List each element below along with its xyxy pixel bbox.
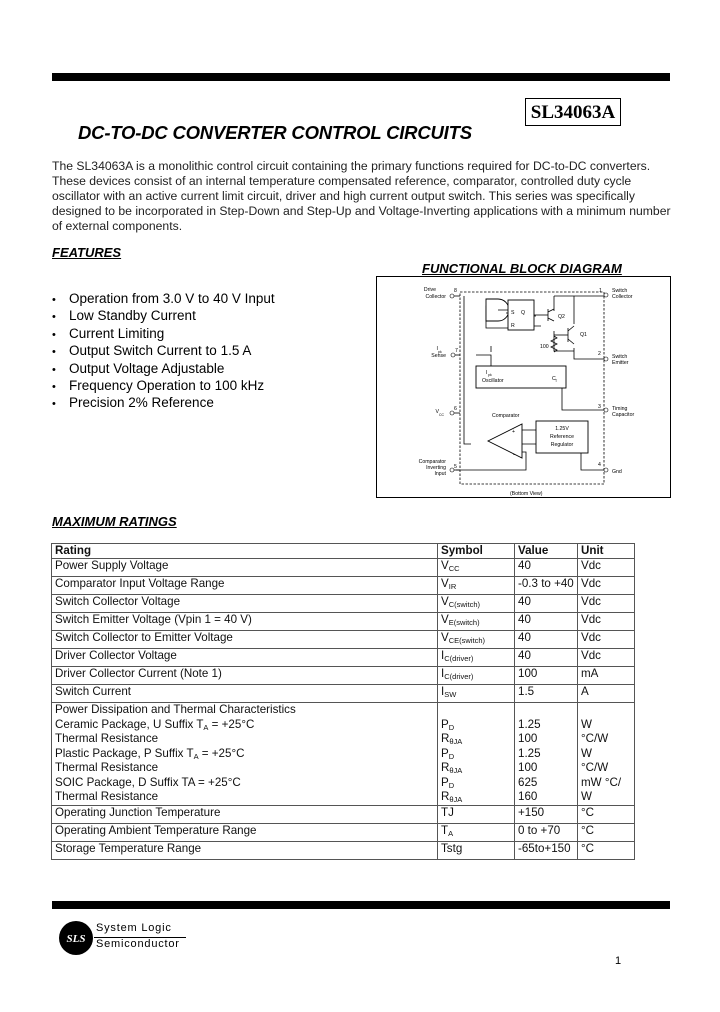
osc-label: Oscillator xyxy=(482,378,504,384)
pin2-label-b: Emitter xyxy=(612,360,629,366)
comparator xyxy=(488,424,522,458)
list-item xyxy=(52,378,275,395)
cell-rating: Operating Ambient Temperature Range xyxy=(52,823,438,841)
q1-label: Q1 xyxy=(580,332,587,338)
osc-ct-sub: T xyxy=(555,379,558,383)
sym: V xyxy=(441,631,449,645)
cell-unit: Vdc xyxy=(578,577,635,595)
pin5-label-c: Input xyxy=(434,471,446,477)
part-number-box: SL34063A xyxy=(525,98,621,126)
power-line: SOIC Package, D Suffix TA = +25°C xyxy=(55,775,241,789)
transistor-q2 xyxy=(534,309,554,321)
cell-symbol xyxy=(438,559,515,577)
pin3 xyxy=(604,408,608,412)
table-row xyxy=(52,613,635,631)
power-line: Thermal Resistance xyxy=(55,761,159,775)
pin2 xyxy=(604,357,608,361)
table-row-power xyxy=(52,703,635,806)
feature-text: Frequency Operation to 100 kHz xyxy=(69,378,265,394)
table-row xyxy=(52,823,635,841)
view-label: (Bottom View) xyxy=(510,491,543,497)
bullet: • xyxy=(52,294,56,306)
cell-value: 40 xyxy=(515,559,578,577)
list-item xyxy=(52,326,275,343)
pin4-num: 4 xyxy=(598,462,601,468)
features-heading: FEATURES xyxy=(52,245,122,260)
pin6-num: 6 xyxy=(454,406,457,412)
page-number: 1 xyxy=(615,955,622,967)
col-unit: Unit xyxy=(578,544,635,559)
feature-text: Low Standby Current xyxy=(69,308,196,324)
cell-rating: Switch Collector to Emitter Voltage xyxy=(52,631,438,649)
pin4-label: Gnd xyxy=(612,469,622,475)
cell-rating: Power Supply Voltage xyxy=(52,559,438,577)
pin1-label-b: Collector xyxy=(612,294,633,300)
table-row xyxy=(52,559,635,577)
ref-1: 1.25V xyxy=(555,426,569,432)
pin7-num: 7 xyxy=(455,348,458,354)
feature-text: Output Voltage Adjustable xyxy=(69,360,225,376)
cell-rating: Operating Junction Temperature xyxy=(52,805,438,823)
list-item xyxy=(52,395,275,412)
pin3-label-a: Timing xyxy=(612,406,628,412)
pin8-label-a: Drive xyxy=(423,287,436,293)
pin3-label-b: Capacitor xyxy=(612,412,635,418)
pin2-label-a: Switch xyxy=(612,354,628,360)
pin2-num: 2 xyxy=(598,351,601,357)
pin1 xyxy=(604,293,608,297)
sym: V xyxy=(441,595,449,609)
cell-value: 1.25 100 1.25 100 625 160 xyxy=(515,703,578,806)
feature-text: Precision 2% Reference xyxy=(69,395,214,411)
bullet: • xyxy=(52,398,56,411)
feature-text: Operation from 3.0 V to 40 V Input xyxy=(69,291,275,306)
table-row xyxy=(52,841,635,859)
osc-ipk: I xyxy=(486,370,488,376)
cell-unit: Vdc xyxy=(578,631,635,649)
table-row xyxy=(52,649,635,667)
sym-sub: C(driver) xyxy=(444,654,474,664)
top-rule xyxy=(52,73,670,81)
cell-rating: Driver Collector Current (Note 1) xyxy=(52,667,438,685)
latch-r: R xyxy=(511,323,515,329)
cell-rating xyxy=(52,703,438,806)
table-row xyxy=(52,667,635,685)
sym-sub: C(driver) xyxy=(444,672,474,682)
pin1-num: 1 xyxy=(599,288,602,294)
comp-minus: - xyxy=(513,452,515,458)
sym-sub: IR xyxy=(448,582,457,592)
sym-sub: CC xyxy=(448,564,460,574)
cell-unit: Vdc xyxy=(578,595,635,613)
pin5-label-b: Inverting xyxy=(426,465,446,471)
cell-unit: °C xyxy=(578,805,635,823)
cell-unit: Vdc xyxy=(578,649,635,667)
company-name-line1: System Logic xyxy=(96,922,172,934)
bullet: • xyxy=(52,381,56,394)
table-row xyxy=(52,685,635,703)
cell-value: -65to+150 xyxy=(515,841,578,859)
cell-unit: W °C/W W °C/W mW °C/ W xyxy=(578,703,635,806)
company-name-line2: Semiconductor xyxy=(96,938,180,950)
cell-unit: A xyxy=(578,685,635,703)
sym: V xyxy=(441,559,449,573)
table-row xyxy=(52,631,635,649)
features-list xyxy=(52,291,275,413)
feature-text: Output Switch Current to 1.5 A xyxy=(69,343,252,359)
list-item xyxy=(52,343,275,360)
comparator-label: Comparator xyxy=(492,413,520,419)
sym: I xyxy=(441,649,445,663)
pin6-label-sub: CC xyxy=(439,413,445,417)
company-logo xyxy=(58,920,94,956)
power-line: Plastic Package, P Suffix $T_A = +25^\circ C$ xyxy=(55,746,245,761)
osc-ipk-sub: pk xyxy=(488,373,492,377)
cell-symbol: $P_D$ $R_{\theta JA}$ $P_D$ $R_{\theta JA}$ $P_D$ $R_{\theta JA}$ xyxy=(438,703,515,806)
sym: I xyxy=(441,685,445,699)
pin5-label-a: Comparator xyxy=(418,459,446,465)
pin1-label-a: Switch xyxy=(612,288,628,294)
cell-unit: Vdc xyxy=(578,559,635,577)
table-row xyxy=(52,805,635,823)
cell-value: -0.3 to +40 xyxy=(515,577,578,595)
bullet: • xyxy=(52,363,56,376)
cell-symbol: Tstg xyxy=(438,841,515,859)
cell-value: 40 xyxy=(515,631,578,649)
pin6 xyxy=(450,411,454,415)
q2-label: Q2 xyxy=(558,314,565,320)
resistor-label: 100 xyxy=(540,344,549,350)
cell-rating: Comparator Input Voltage Range xyxy=(52,577,438,595)
feature-text: Current Limiting xyxy=(69,325,165,341)
cell-symbol: TJ xyxy=(438,805,515,823)
cell-value: 40 xyxy=(515,595,578,613)
cell-unit: mA xyxy=(578,667,635,685)
cell-rating: Driver Collector Voltage xyxy=(52,649,438,667)
cell-symbol xyxy=(438,577,515,595)
pin7-label-sub: pk xyxy=(438,350,442,354)
bullet: • xyxy=(52,328,56,341)
block-diagram xyxy=(376,276,671,498)
cell-symbol xyxy=(438,685,515,703)
pin7 xyxy=(451,353,455,357)
intro-paragraph: The SL34063A is a monolithic control circuit containing the primary functions required for DC-to-DC converters. These devices consist of an internal temperature compensated reference, comparator, controlled duty cycle oscillator with an active current limit circuit, driver and high current output switch. This series was specifically designed to be incorporated in Step-Down and Step-Up and Voltage-Inverting applications with a minimum number of external components. xyxy=(52,159,671,233)
cell-value: +150 xyxy=(515,805,578,823)
ratings-heading: MAXIMUM RATINGS xyxy=(52,514,177,529)
diagram-heading: FUNCTIONAL BLOCK DIAGRAM xyxy=(422,261,622,276)
pin8-label-b: Collector xyxy=(425,294,446,300)
bullet: • xyxy=(52,311,56,324)
power-line: Thermal Resistance xyxy=(55,732,159,746)
pin3-num: 3 xyxy=(598,404,601,410)
pin5-num: 5 xyxy=(454,464,457,470)
list-item xyxy=(52,291,275,308)
cell-value: 0 to +70 xyxy=(515,823,578,841)
cell-value: 40 xyxy=(515,649,578,667)
power-line: Thermal Resistance xyxy=(55,790,159,804)
sym: I xyxy=(441,667,445,681)
table-row xyxy=(52,595,635,613)
cell-symbol xyxy=(438,649,515,667)
ref-3: Regulator xyxy=(550,442,574,448)
cell-symbol xyxy=(438,631,515,649)
sym-sub: E(switch) xyxy=(448,618,480,628)
sym-sub: SW xyxy=(444,690,457,700)
cell-unit: °C xyxy=(578,823,635,841)
cell-symbol xyxy=(438,613,515,631)
table-header-row xyxy=(52,544,635,559)
pin5 xyxy=(450,468,454,472)
osc-ct: C xyxy=(552,376,556,382)
cell-value: 1.5 xyxy=(515,685,578,703)
sym-sub: CE(switch) xyxy=(448,636,485,646)
cell-rating: Switch Collector Voltage xyxy=(52,595,438,613)
list-item xyxy=(52,361,275,378)
power-heading: Power Dissipation and Thermal Characteristics xyxy=(55,703,296,717)
ref-2: Reference xyxy=(550,434,574,440)
cell-value: 100 xyxy=(515,667,578,685)
pin8-num: 8 xyxy=(454,288,457,294)
bottom-rule xyxy=(52,901,670,909)
cell-unit: Vdc xyxy=(578,613,635,631)
cell-rating: Switch Emitter Voltage (Vpin 1 = 40 V) xyxy=(52,613,438,631)
latch-s: S xyxy=(511,310,515,316)
pin4 xyxy=(604,468,608,472)
page-title: DC-TO-DC CONVERTER CONTROL CIRCUITS xyxy=(78,122,472,143)
latch-q: Q xyxy=(521,310,526,316)
cell-unit: °C xyxy=(578,841,635,859)
list-item xyxy=(52,308,275,325)
pin7-label-a: I xyxy=(436,346,438,352)
pin6-label: V xyxy=(435,409,439,415)
logo-text: SLS xyxy=(66,933,86,945)
table-row xyxy=(52,577,635,595)
transistor-q1 xyxy=(554,326,574,344)
sym-sub: C(switch) xyxy=(448,600,480,610)
pin8 xyxy=(450,294,454,298)
pin7-label-b: Sense xyxy=(431,353,446,359)
col-value: Value xyxy=(515,544,578,559)
sym: V xyxy=(441,577,449,591)
cell-rating: Switch Current xyxy=(52,685,438,703)
cell-symbol xyxy=(438,667,515,685)
comp-plus: + xyxy=(512,429,516,435)
cell-value: 40 xyxy=(515,613,578,631)
ratings-table xyxy=(51,543,635,860)
col-symbol: Symbol xyxy=(438,544,515,559)
bullet: • xyxy=(52,346,56,359)
cell-symbol xyxy=(438,595,515,613)
cell-symbol: $T_A$ xyxy=(438,823,515,841)
col-rating: Rating xyxy=(52,544,438,559)
sym: V xyxy=(441,613,449,627)
cell-rating: Storage Temperature Range xyxy=(52,841,438,859)
power-line: Ceramic Package, U Suffix $T_A = +25^\circ C$ xyxy=(55,717,255,732)
